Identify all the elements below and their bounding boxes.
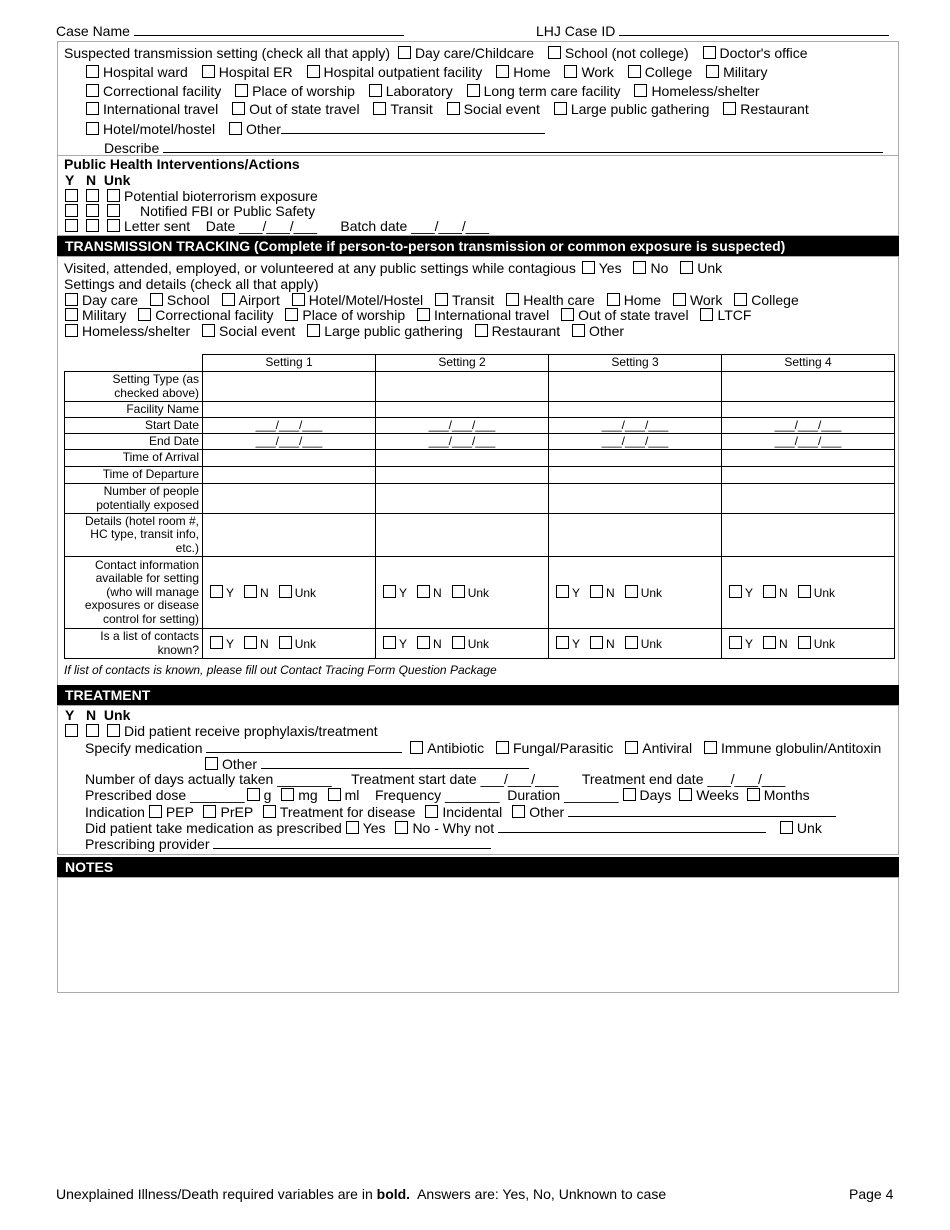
checkbox[interactable] [723,102,736,115]
row-label: Is a list of contacts known? [65,629,203,659]
checkbox[interactable] [222,293,235,306]
checkbox[interactable] [235,84,248,97]
checkbox[interactable] [86,65,99,78]
describe-input[interactable] [163,139,883,153]
contact-ynu-2: Y N Unk [376,557,549,629]
checkbox[interactable] [410,741,423,754]
checkbox[interactable] [373,102,386,115]
contact-tracing-note: If list of contacts is known, please fill out Contact Tracing Form Question Package [64,663,497,677]
checkbox[interactable] [447,102,460,115]
date-cell[interactable]: ___/___/___ [549,418,722,434]
settings-row-2: Military Correctional facility Place of worship International travel Out of state travel LTCF [65,307,751,324]
checkbox[interactable] [107,204,120,217]
specify-medication-row: Specify medication Antibiotic Fungal/Parasitic Antiviral Immune globulin/Antitoxin [85,740,882,756]
date-cell[interactable]: ___/___/___ [549,434,722,450]
checkbox[interactable] [425,805,438,818]
contact-ynu-1: Y N Unk [203,557,376,629]
date-cell[interactable]: ___/___/___ [203,418,376,434]
checkbox[interactable] [634,84,647,97]
checkbox[interactable] [417,636,430,649]
checkbox[interactable] [86,102,99,115]
checkbox[interactable] [554,102,567,115]
page-number: Page 4 [849,1186,894,1202]
checkbox[interactable] [346,821,359,834]
table-cell[interactable] [549,450,722,467]
checkbox[interactable] [590,636,603,649]
table-cell[interactable] [376,514,549,557]
notes-area[interactable] [57,877,899,993]
checkbox[interactable] [279,636,292,649]
checkbox[interactable] [307,324,320,337]
row-label: Details (hotel room #, HC type, transit info, etc.) [65,514,203,557]
checkbox[interactable] [417,585,430,598]
row-label: Time of Departure [65,467,203,484]
checkbox[interactable] [229,122,242,135]
checkbox[interactable] [703,46,716,59]
checkbox[interactable] [561,308,574,321]
indication-row: Indication PEP PrEP Treatment for disease Incidental Other [85,803,836,821]
table-cell[interactable] [722,514,895,557]
checkbox[interactable] [86,724,99,737]
table-cell[interactable] [549,484,722,514]
checkbox[interactable] [512,805,525,818]
checkbox[interactable] [210,585,223,598]
checkbox[interactable] [625,636,638,649]
table-cell[interactable] [203,450,376,467]
checkbox[interactable] [798,585,811,598]
contact-ynu-4: Y N Unk [722,557,895,629]
checkbox[interactable] [86,189,99,202]
indication-other-input[interactable] [568,803,836,817]
list-ynu-3: Y N Unk [549,629,722,659]
checkbox[interactable] [263,805,276,818]
checkbox[interactable] [628,65,641,78]
table-cell[interactable] [203,372,376,402]
checkbox[interactable] [706,65,719,78]
settings-label: Settings and details (check all that apply) [64,276,319,292]
table-cell[interactable] [722,467,895,484]
checkbox[interactable] [65,219,78,232]
checkbox[interactable] [149,805,162,818]
checkbox[interactable] [734,293,747,306]
checkbox[interactable] [202,324,215,337]
checkbox[interactable] [452,585,465,598]
row-label: End Date [65,434,203,450]
checkbox[interactable] [417,308,430,321]
suspected-row-1: Suspected transmission setting (check all that apply) Day care/Childcare School (not college) Doctor's office [64,45,808,61]
contact-ynu-3: Y N Unk [549,557,722,629]
checkbox[interactable] [65,204,78,217]
checkbox[interactable] [623,788,636,801]
checkbox[interactable] [572,324,585,337]
settings-row-1: Day care School Airport Hotel/Motel/Hostel Transit Health care Home Work College [65,292,799,309]
table-cell[interactable] [203,402,376,418]
checkbox[interactable] [292,293,305,306]
checkbox[interactable] [798,636,811,649]
describe-field: Describe [104,139,883,157]
notes-band: NOTES [57,857,899,877]
table-cell[interactable] [549,514,722,557]
setting-1-header: Setting 1 [203,355,376,372]
setting-3-header: Setting 3 [549,355,722,372]
table-cell[interactable] [549,467,722,484]
checkbox[interactable] [244,636,257,649]
row-label: Number of people potentially exposed [65,484,203,514]
checkbox[interactable] [607,293,620,306]
checkbox[interactable] [625,585,638,598]
checkbox[interactable] [780,821,793,834]
checkbox[interactable] [369,84,382,97]
checkbox[interactable] [633,261,646,274]
table-cell[interactable] [203,514,376,557]
checkbox[interactable] [590,585,603,598]
list-ynu-1: Y N Unk [203,629,376,659]
checkbox[interactable] [65,189,78,202]
footer-note: Unexplained Illness/Death required variables are in bold. Answers are: Yes, No, Unknown to case [56,1186,667,1202]
checkbox[interactable] [279,585,292,598]
checkbox[interactable] [383,585,396,598]
checkbox[interactable] [86,84,99,97]
dose-row: Prescribed dose _______ g mg ml Frequency _______ Duration _______ Days Weeks Months [85,787,810,803]
date-cell[interactable]: ___/___/___ [376,434,549,450]
other-medication-input[interactable] [261,755,529,769]
table-cell[interactable] [549,402,722,418]
checkbox[interactable] [475,324,488,337]
row-label: Setting Type (as checked above) [65,372,203,402]
provider-row: Prescribing provider [85,835,491,853]
medication-input[interactable] [206,739,402,753]
checkbox[interactable] [452,636,465,649]
checkbox[interactable] [65,293,78,306]
treatment-band: TREATMENT [57,685,899,705]
row-label: Time of Arrival [65,450,203,467]
lhj-case-id-input[interactable] [619,22,889,36]
row-label: Start Date [65,418,203,434]
checkbox[interactable] [395,821,408,834]
checkbox[interactable] [435,293,448,306]
checkbox[interactable] [729,636,742,649]
as-prescribed-row: Did patient take medication as prescribed Yes No - Why not Unk [85,820,822,836]
received-treatment-row: Did patient receive prophylaxis/treatment [65,723,378,740]
setting-4-header: Setting 4 [722,355,895,372]
date-cell[interactable]: ___/___/___ [203,434,376,450]
checkbox[interactable] [556,585,569,598]
checkbox[interactable] [107,724,120,737]
intervention-row-3: Letter sent Date ___/___/___ Batch date ___/___/___ [65,218,489,235]
checkbox[interactable] [496,741,509,754]
checkbox[interactable] [763,585,776,598]
checkbox[interactable] [138,308,151,321]
transmission-tracking-band: TRANSMISSION TRACKING (Complete if person-to-person transmission or common exposure is suspected) [57,236,899,256]
checkbox[interactable] [383,636,396,649]
suspected-row-2: Hospital ward Hospital ER Hospital outpatient facility Home Work College Military [86,64,767,81]
suspected-row-5: Hotel/motel/hostel Other [86,120,545,138]
checkbox[interactable] [203,805,216,818]
setting-2-header: Setting 2 [376,355,549,372]
table-cell[interactable] [376,484,549,514]
date-cell[interactable]: ___/___/___ [376,418,549,434]
checkbox[interactable] [582,261,595,274]
checkbox[interactable] [150,293,163,306]
visited-question: Visited, attended, employed, or volunteered at any public settings while contagious Yes No Unk [64,260,723,276]
settings-table [64,354,895,659]
checkbox[interactable] [625,741,638,754]
checkbox[interactable] [564,65,577,78]
intervention-row-2: Notified FBI or Public Safety [65,203,315,220]
checkbox[interactable] [496,65,509,78]
checkbox[interactable] [210,636,223,649]
checkbox[interactable] [506,293,519,306]
checkbox[interactable] [281,788,294,801]
checkbox[interactable] [232,102,245,115]
checkbox[interactable] [548,46,561,59]
case-name-field[interactable]: Case Name [56,22,404,40]
checkbox[interactable] [285,308,298,321]
checkbox[interactable] [556,636,569,649]
checkbox[interactable] [700,308,713,321]
table-cell[interactable] [376,402,549,418]
table-cell[interactable] [203,484,376,514]
checkbox[interactable] [107,219,120,232]
checkbox[interactable] [467,84,480,97]
checkbox[interactable] [107,189,120,202]
checkbox[interactable] [328,788,341,801]
checkbox[interactable] [65,724,78,737]
checkbox[interactable] [307,65,320,78]
list-ynu-4: Y N Unk [722,629,895,659]
checkbox[interactable] [247,788,260,801]
list-ynu-2: Y N Unk [376,629,549,659]
checkbox[interactable] [65,324,78,337]
table-cell[interactable] [722,450,895,467]
checkbox[interactable] [86,122,99,135]
row-label: Facility Name [65,402,203,418]
interventions-title: Public Health Interventions/Actions [64,156,300,172]
date-cell[interactable]: ___/___/___ [722,418,895,434]
checkbox[interactable] [747,788,760,801]
table-cell[interactable] [376,450,549,467]
checkbox[interactable] [86,204,99,217]
checkbox[interactable] [202,65,215,78]
checkbox[interactable] [679,788,692,801]
date-cell[interactable]: ___/___/___ [722,434,895,450]
suspected-row-4: International travel Out of state travel Transit Social event Large public gathering Restaurant [86,101,809,118]
ynu-header: Y N Unk [65,172,131,188]
checkbox[interactable] [704,741,717,754]
other-input[interactable] [281,120,545,134]
provider-input[interactable] [213,835,491,849]
settings-row-3: Homeless/shelter Social event Large public gathering Restaurant Other [65,323,624,340]
checkbox[interactable] [244,585,257,598]
checkbox[interactable] [763,636,776,649]
other-medication-row: Other [205,755,529,773]
checkbox[interactable] [86,219,99,232]
table-cell[interactable] [376,467,549,484]
table-cell[interactable] [722,372,895,402]
table-cell[interactable] [722,402,895,418]
checkbox[interactable] [205,757,218,770]
table-cell[interactable] [376,372,549,402]
checkbox[interactable] [680,261,693,274]
checkbox[interactable] [398,46,411,59]
checkbox[interactable] [65,308,78,321]
lhj-case-id-field[interactable]: LHJ Case ID [536,22,889,40]
why-not-input[interactable] [498,819,766,833]
suspected-row-3: Correctional facility Place of worship Laboratory Long term care facility Homeless/shelter [86,83,760,100]
checkbox[interactable] [673,293,686,306]
table-cell[interactable] [722,484,895,514]
table-cell[interactable] [549,372,722,402]
row-label: Contact information available for setting (who will manage exposures or disease control for setting) [65,557,203,629]
checkbox[interactable] [729,585,742,598]
days-dates-row: Number of days actually taken _______ Treatment start date ___/___/___ Treatment end date ___/___/___ [85,771,786,787]
intervention-row-1: Potential bioterrorism exposure [65,188,318,205]
case-name-input[interactable] [134,22,404,36]
table-cell[interactable] [203,467,376,484]
treatment-ynu-header: Y N Unk [65,707,131,723]
